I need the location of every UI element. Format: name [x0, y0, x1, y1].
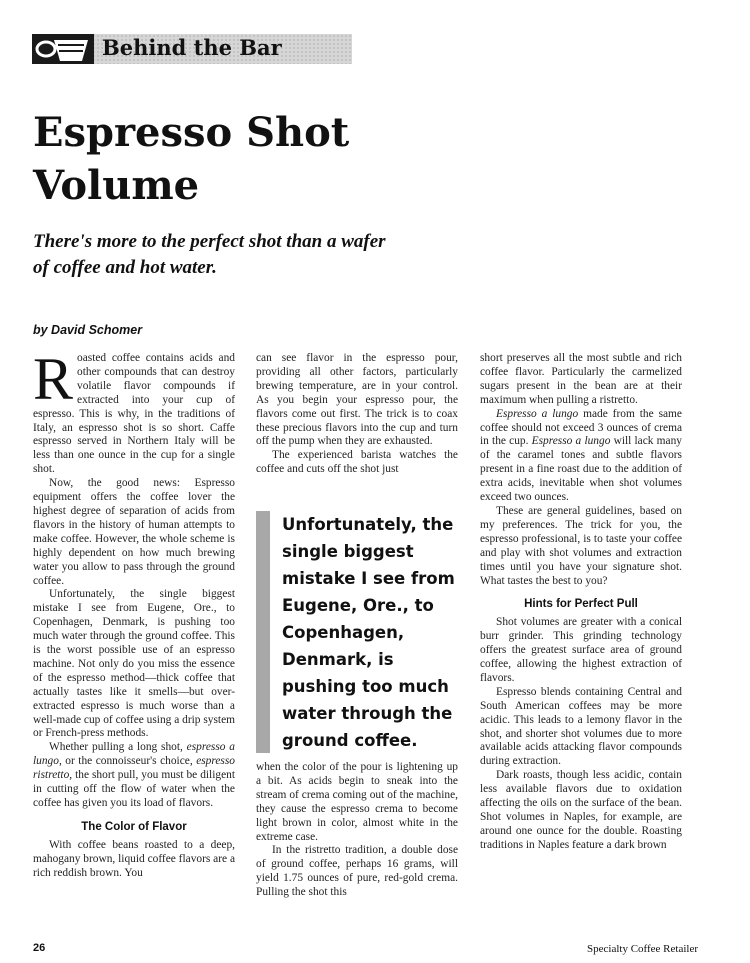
page-number: 26 [33, 942, 46, 954]
subheading-color-of-flavor: The Color of Flavor [81, 820, 187, 833]
section-label: Behind the Bar [102, 35, 282, 60]
paragraph: Shot volumes are greater with a conical burr grinder. This grinding technology offers the greatest surface area of ground coffee, allowing the highest extraction of flavors. [480, 616, 682, 684]
paragraph: Espresso a lungo made from the same coffee should not exceed 3 ounces of crema in the cup. Espresso a lungo will lack many of the caramel tones and subtle flavors present in a fine roast due to the addition of extra acids, inevitable when shot volumes exceed two ounces. [480, 407, 682, 504]
column-2-bottom [256, 761, 458, 900]
publication-name: Specialty Coffee Retailer [587, 943, 698, 955]
coffee-cup-icon [32, 34, 94, 64]
paragraph: Unfortunately, the single biggest mistake I see from Eugene, Ore., to Copenhagen, Denmark, is pushing too much water through the ground coffee. This is the worst possible use of an espresso machine. Not only do you miss the essence of the espresso method—thick coffee that actually tastes like it smells—but over-extracted espresso is much worse than a well-made cup of coffee using a drip system or French-press methods. [33, 588, 235, 740]
subheading-hints-perfect-pull: Hints for Perfect Pull [524, 598, 638, 611]
article-title: Espresso Shot Volume [33, 109, 350, 209]
article-deck: There's more to the perfect shot than a wafer of coffee and hot water. [33, 231, 386, 278]
paragraph: Now, the good news: Espresso equipment offers the coffee lover the highest degree of separation of acids from flavors in the history of human attempts to make coffee. However, the whole scheme is highly dependent on how much brewing water you allow to pass through the ground coffee. [33, 477, 235, 587]
drop-cap: R [33, 346, 74, 412]
paragraph: short preserves all the most subtle and rich coffee flavor. Particularly the carmelized sugars present in the bean are at their maximum when pulling a ristretto. [480, 352, 682, 406]
section-banner [32, 34, 352, 64]
paragraph: With coffee beans roasted to a deep, mahogany brown, liquid coffee flavors are a rich reddish brown. You [33, 838, 235, 879]
paragraph: Whether pulling a long shot, espresso a lungo, or the connoisseur's choice, espresso ristretto, the short pull, you must be diligent in cutting off the flow of water when the coffee has given you its load of flavors. [33, 741, 235, 809]
paragraph: Espresso blends containing Central and South American coffees may be more acidic. This leads to a lemony flavor in the shot, and shorter shot volumes due to more available acids attacking flavor compounds during extraction. [480, 685, 682, 768]
column-3 [480, 352, 682, 853]
paragraph: These are general guidelines, based on my preferences. The trick for you, the espresso professional, is to taste your coffee and play with shot volumes and extraction times until you have your signature shot. What tastes the best to you? [480, 504, 682, 587]
pull-quote-text: Unfortunately, the single biggest mistake I see from Eugene, Ore., to Copenhagen, Denmark, is pushing too much water through the ground coffee. [282, 515, 455, 750]
paragraph: when the color of the pour is lightening up a bit. As acids begin to sneak into the stream of crema coming out of the machine, they cause the espresso crema to become light brown in color, almost white in the extreme case. [256, 761, 458, 843]
paragraph: The experienced barista watches the coffee and cuts off the shot just [256, 449, 458, 476]
paragraph: Dark roasts, though less acidic, contain less available flavors due to oxidation affecting the oils on the surface of the bean. Shot volumes in Naples, for example, are around one ounce for the double. Roasting traditions in Naples feature a dark brown [480, 769, 682, 851]
pull-quote [256, 511, 474, 753]
paragraph: In the ristretto tradition, a double dose of ground coffee, perhaps 16 grams, will yield 1.75 ounces of pure, red-gold crema. Pulling the shot this [256, 844, 458, 899]
paragraph: can see flavor in the espresso pour, providing all other factors, particularly brewing temperature, are in your control. As you begin your espresso pour, the flavors come out first. The trick is to coax these precious flavors into the cup and turn off the pump when they are exhausted. [256, 352, 458, 448]
column-2-top [256, 352, 458, 477]
paragraph: Roasted coffee contains acids and other compounds that can destroy volatile flavor compounds if extracted into your cup of espresso. This is why, in the traditions of Italy, an espresso shot is so short. Caffe espresso served in Northern Italy will be less than one ounce in the cup for a single shot. [33, 346, 235, 476]
byline: by David Schomer [33, 323, 143, 337]
column-1 [33, 346, 235, 881]
